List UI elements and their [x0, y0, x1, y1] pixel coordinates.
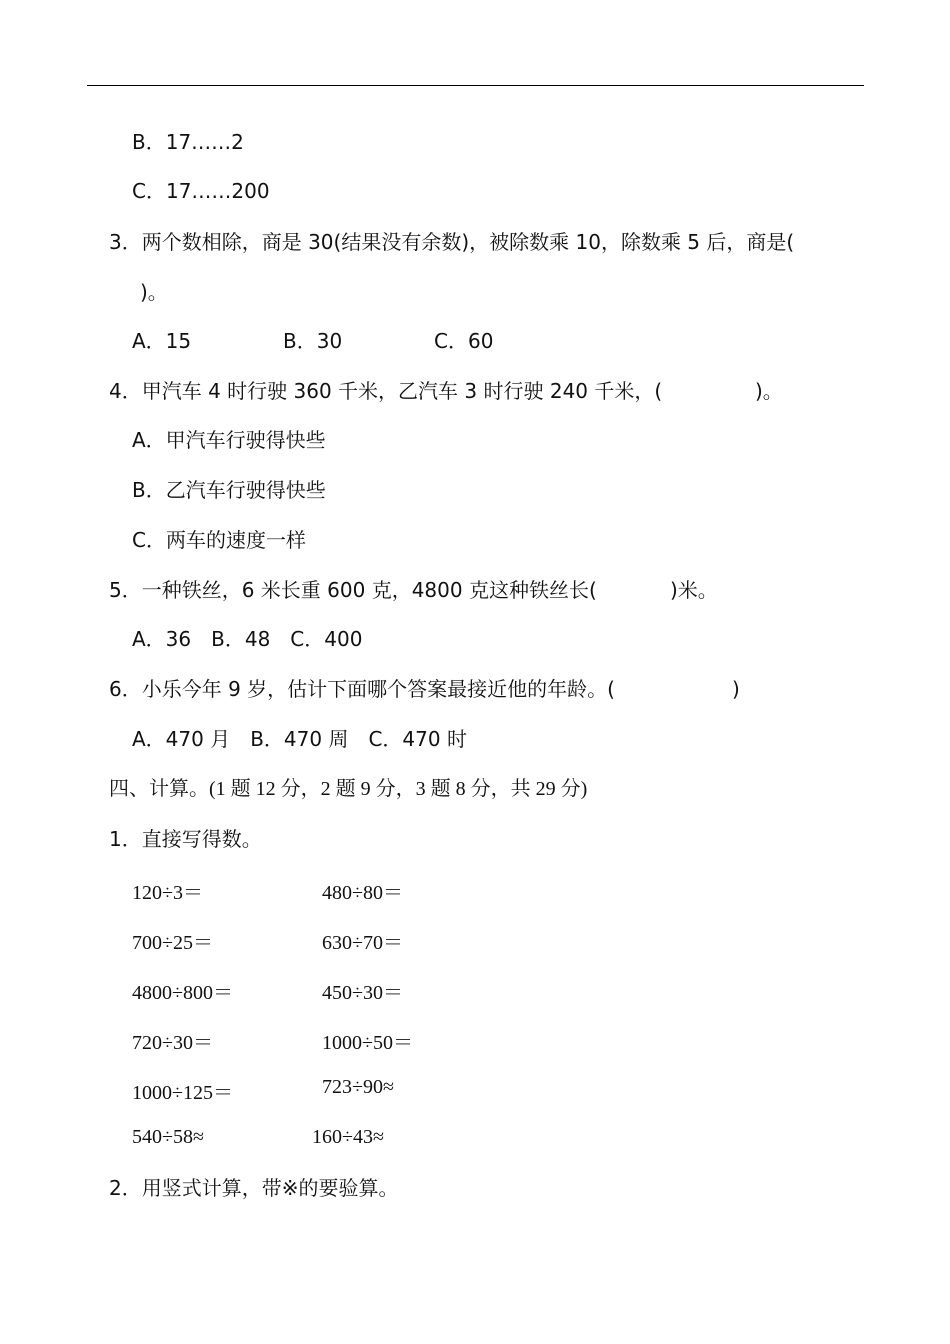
calc-item: 700÷25＝: [132, 932, 213, 954]
q6-close: ): [732, 677, 740, 701]
calc-item: 160÷43≈: [312, 1126, 384, 1148]
q6-options: A．470 月 B．470 周 C．470 时: [132, 727, 467, 751]
q3-option-a: A．15: [132, 329, 192, 353]
calc-item: 630÷70＝: [322, 932, 403, 954]
q5-options: A．36 B．48 C．400: [132, 627, 363, 651]
q4-option-b: B．乙汽车行驶得快些: [132, 478, 326, 502]
q5-text: 5．一种铁丝，6 米长重 600 克，4800 克这种铁丝长(: [109, 578, 597, 602]
calc-item: 120÷3＝: [132, 882, 203, 904]
calc-item: 1000÷50＝: [322, 1032, 413, 1054]
calc-item: 4800÷800＝: [132, 982, 233, 1004]
q3-option-c: C．60: [434, 329, 494, 353]
q4-option-a: A．甲汽车行驶得快些: [132, 428, 326, 452]
calc-item: 1000÷125＝: [132, 1082, 233, 1104]
q6-text: 6．小乐今年 9 岁，估计下面哪个答案最接近他的年龄。(: [109, 677, 615, 701]
q5-close: )米。: [670, 578, 718, 602]
q4-text: 4．甲汽车 4 时行驶 360 千米，乙汽车 3 时行驶 240 千米，(: [109, 379, 663, 403]
q3-text: 3．两个数相除，商是 30(结果没有余数)，被除数乘 10，除数乘 5 后，商是(: [109, 230, 795, 254]
q4-close: )。: [755, 379, 783, 403]
calc-item: 540÷58≈: [132, 1126, 204, 1148]
calc-item: 720÷30＝: [132, 1032, 213, 1054]
q3-option-b: B．30: [283, 329, 343, 353]
calc-item: 480÷80＝: [322, 882, 403, 904]
header-rule: [87, 85, 864, 86]
calc-item: 723÷90≈: [322, 1076, 394, 1098]
section-title: 四、计算。(1 题 12 分，2 题 9 分，3 题 8 分，共 29 分): [109, 778, 588, 800]
calc-item: 450÷30＝: [322, 982, 403, 1004]
q4-option-c: C．两车的速度一样: [132, 528, 306, 552]
part2-title: 2．用竖式计算，带※的要验算。: [109, 1176, 399, 1200]
q2-option-b: B．17……2: [132, 130, 244, 154]
q2-option-c: C．17……200: [132, 179, 270, 203]
q3-text-cont: )。: [140, 280, 168, 304]
part1-title: 1．直接写得数。: [109, 827, 262, 851]
